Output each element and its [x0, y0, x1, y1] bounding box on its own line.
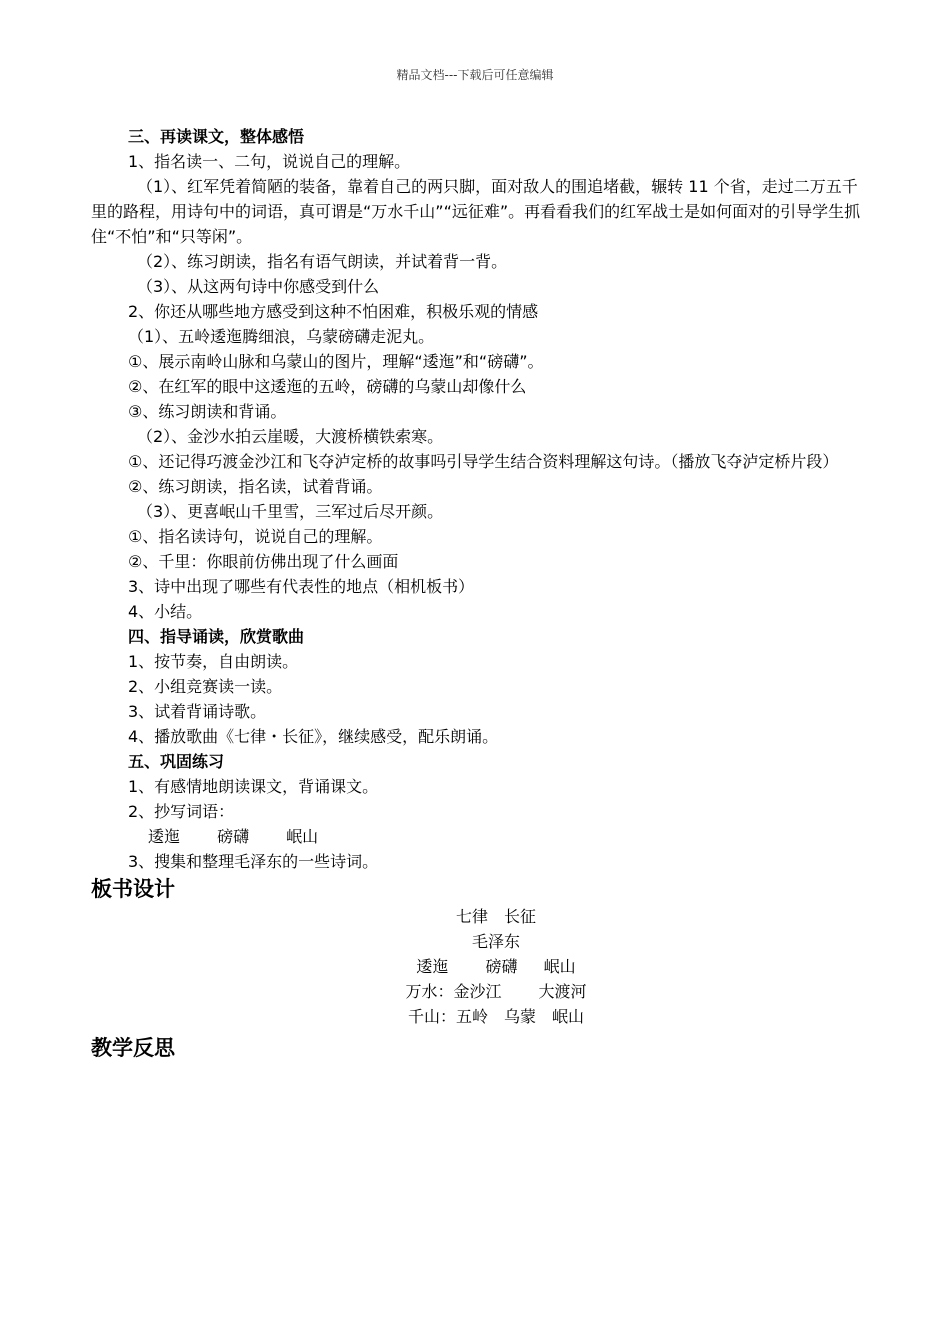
list-item: 1、按节奏，自由朗读。 — [128, 652, 299, 671]
board-line: 逶迤 磅礴 岷山 — [416, 957, 576, 976]
document-body — [91, 124, 871, 1063]
vocab-words: 逶迤 磅礴 岷山 — [148, 827, 319, 846]
list-item: 1、有感情地朗读课文，背诵课文。 — [128, 777, 379, 796]
list-item: （1）、红军凭着简陋的装备，靠着自己的两只脚，面对敌人的围追堵截，辗转 11 个省，走过二万五千里的路程，用诗句中的词语，真可谓是“万水千山”“远征难”。再看看我们的红军战士是如何面对的引导学生抓住“不怕”和“只等闲”。 — [91, 177, 861, 246]
section-4-title: 四、指导诵读，欣赏歌曲 — [128, 627, 305, 646]
board-design — [91, 904, 871, 1029]
list-item: ②、练习朗读，指名读，试着背诵。 — [128, 477, 383, 496]
board-line: 千山：五岭 乌蒙 岷山 — [407, 1007, 584, 1026]
list-item: ②、在红军的眼中这逶迤的五岭，磅礴的乌蒙山却像什么 — [128, 377, 527, 396]
list-item: （2）、练习朗读，指名有语气朗读，并试着背一背。 — [137, 252, 508, 271]
list-item: ②、千里：你眼前仿佛出现了什么画面 — [128, 552, 399, 571]
list-item: 4、小结。 — [128, 602, 203, 621]
list-item: ①、指名读诗句，说说自己的理解。 — [128, 527, 383, 546]
list-item: 3、试着背诵诗歌。 — [128, 702, 267, 721]
board-design-heading: 板书设计 — [91, 877, 175, 901]
list-item: ①、展示南岭山脉和乌蒙山的图片，理解“逶迤”和“磅礴”。 — [128, 352, 544, 371]
reflection-heading: 教学反思 — [91, 1036, 175, 1060]
list-item: ①、还记得巧渡金沙江和飞夺泸定桥的故事吗引导学生结合资料理解这句诗。（播放飞夺泸定桥片段） — [128, 452, 839, 471]
section-5-title: 五、巩固练习 — [128, 752, 225, 771]
list-item: 2、小组竞赛读一读。 — [128, 677, 283, 696]
list-item: 4、播放歌曲《七律・长征》，继续感受，配乐朗诵。 — [128, 727, 499, 746]
board-line: 七律 长征 — [455, 907, 536, 926]
list-item: （3）、更喜岷山千里雪，三军过后尽开颜。 — [137, 502, 444, 521]
page-header: 精品文档---下载后可任意编辑 — [396, 68, 554, 82]
board-line: 万水：金沙江 大渡河 — [405, 982, 587, 1001]
list-item: 1、指名读一、二句，说说自己的理解。 — [128, 152, 411, 171]
list-item: （3）、从这两句诗中你感受到什么 — [137, 277, 380, 296]
list-item: （2）、金沙水拍云崖暖，大渡桥横铁索寒。 — [137, 427, 444, 446]
list-item: （1）、五岭逶迤腾细浪，乌蒙磅礴走泥丸。 — [128, 327, 435, 346]
list-item: 2、你还从哪些地方感受到这种不怕困难，积极乐观的情感 — [128, 302, 539, 321]
list-item: 3、搜集和整理毛泽东的一些诗词。 — [128, 852, 379, 871]
list-item: 3、诗中出现了哪些有代表性的地点（相机板书） — [128, 577, 475, 596]
list-item: 2、抄写词语： — [128, 802, 235, 821]
list-item: ③、练习朗读和背诵。 — [128, 402, 287, 421]
section-3-title: 三、再读课文，整体感悟 — [128, 127, 305, 146]
board-line: 毛泽东 — [471, 932, 520, 951]
